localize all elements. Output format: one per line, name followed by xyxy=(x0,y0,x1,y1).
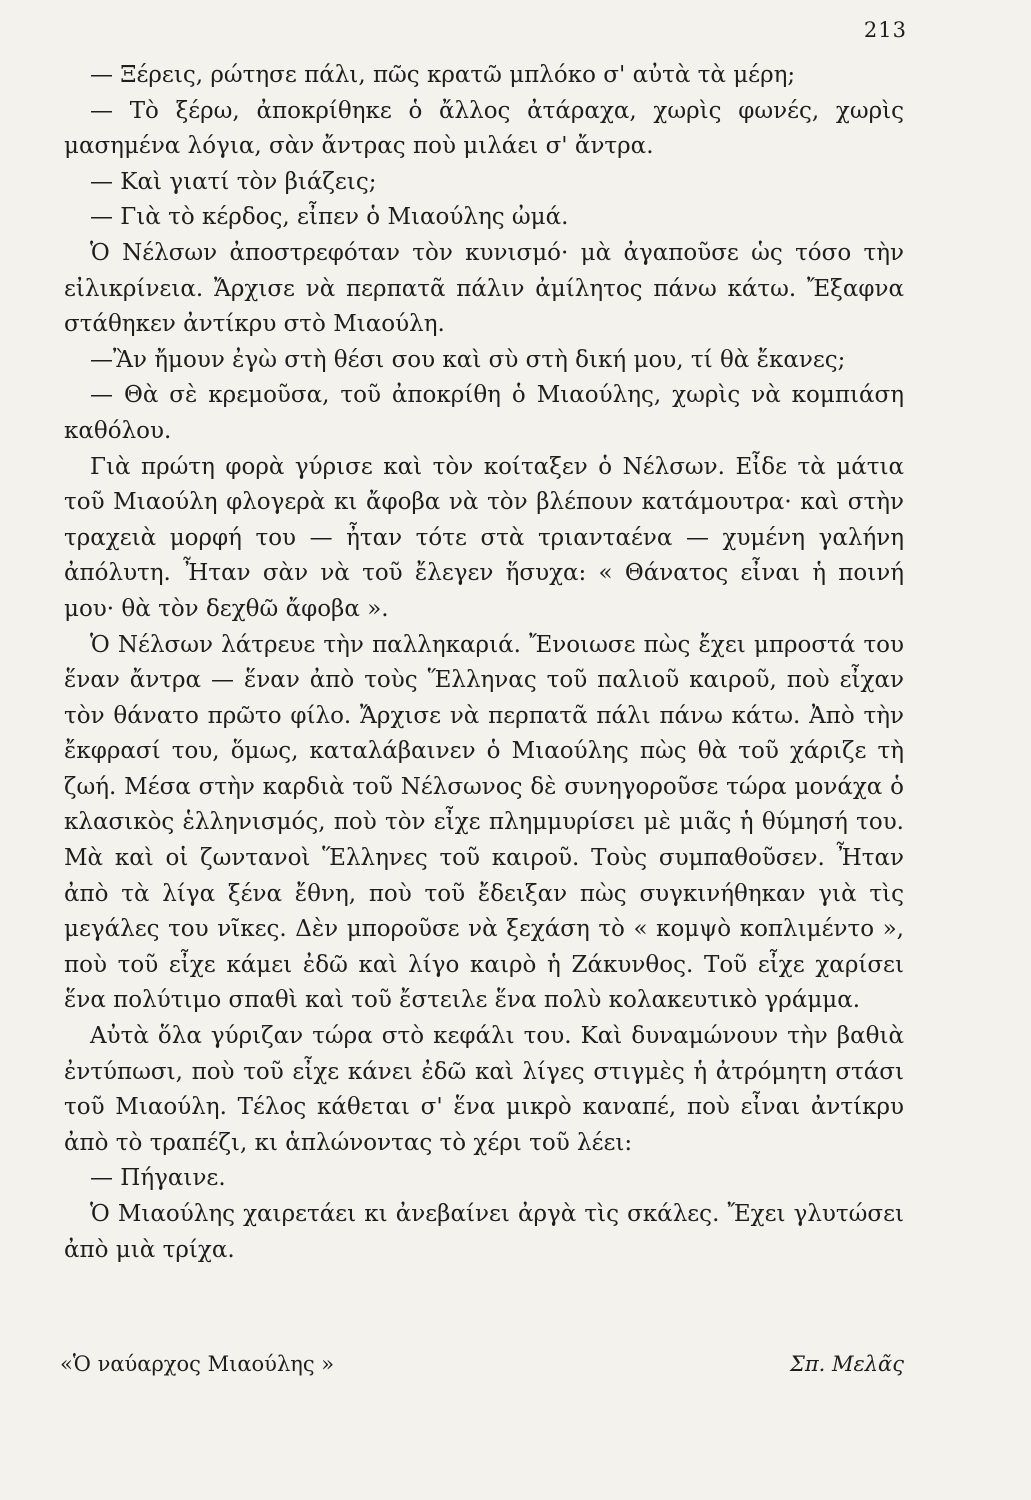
body-text xyxy=(64,58,904,1268)
author-name: Σπ. Μελᾶς xyxy=(789,1352,904,1376)
paragraph-8: Γιὰ πρώτη φορὰ γύρισε καὶ τὸν κοίταξεν ὁ Νέλσων. Εἶδε τὰ μάτια τοῦ Μιαούλη φλογερὰ κι ἄφοβα νὰ τὸν βλέπουν κατάμουτρα· καὶ στὴν τραχειὰ μορφή του — ἦταν τότε στὰ τριανταένα — χυμένη γαλήνη ἀπόλυτη. Ἦταν σὰν νὰ τοῦ ἔλεγεν ἥσυχα: « Θάνατος εἶναι ἡ ποινή μου· θὰ τὸν δεχθῶ ἄφοβα ». xyxy=(64,453,904,622)
source-title: «Ὁ ναύαρχος Μιαούλης » xyxy=(60,1352,335,1376)
paragraph-2: — Τὸ ξέρω, ἀποκρίθηκε ὁ ἄλλος ἀτάραχα, χωρὶς φωνές, χωρὶς μασημένα λόγια, σὰν ἄντρας ποὺ μιλάει σ' ἄντρα. xyxy=(64,97,904,160)
paragraph-10: Αὐτὰ ὅλα γύριζαν τώρα στὸ κεφάλι του. Καὶ δυναμώνουν τὴν βαθιὰ ἐντύπωσι, ποὺ τοῦ εἶχε κάνει ἐδῶ καὶ λίγες στιγμὲς ἡ ἀτρόμητη στάσι τοῦ Μιαούλη. Τέλος κάθεται σ' ἕνα μικρὸ καναπέ, ποὺ εἶναι ἀντίκρυ ἀπὸ τὸ τραπέζι, κι ἁπλώνοντας τὸ χέρι τοῦ λέει: xyxy=(64,1023,904,1156)
paragraph-6: —Ἂν ἤμουν ἐγὼ στὴ θέσι σου καὶ σὺ στὴ δική μου, τί θὰ ἔκανες; xyxy=(90,346,846,373)
paragraph-7: — Θὰ σὲ κρεμοῦσα, τοῦ ἀποκρίθη ὁ Μιαούλης, χωρὶς νὰ κομπιάση καθόλου. xyxy=(64,382,904,444)
paragraph-3: — Καὶ γιατί τὸν βιάζεις; xyxy=(90,168,377,195)
paragraph-5: Ὁ Νέλσων ἀποστρεφόταν τὸν κυνισμό· μὰ ἀγαποῦσε ὡς τόσο τὴν εἰλικρίνεια. Ἄρχισε νὰ περπατᾶ πάλιν ἀμίλητος πάνω κάτω. Ἔξαφνα στάθηκεν ἀντίκρυ στὸ Μιαούλη. xyxy=(64,239,904,338)
paragraph-1: — Ξέρεις, ρώτησε πάλι, πῶς κρατῶ μπλόκο σ' αὐτὰ τὰ μέρη; xyxy=(90,62,796,88)
paragraph-12: Ὁ Μιαούλης χαιρετάει κι ἀνεβαίνει ἀργὰ τὶς σκάλες. Ἔχει γλυτώσει ἀπὸ μιὰ τρίχα. xyxy=(64,1201,904,1263)
paragraph-4: — Γιὰ τὸ κέρδος, εἶπεν ὁ Μιαούλης ὠμά. xyxy=(90,204,569,231)
page-number: 213 xyxy=(863,18,907,42)
paragraph-9: Ὁ Νέλσων λάτρευε τὴν παλληκαριά. Ἔνοιωσε πὼς ἔχει μπροστά του ἕναν ἄντρα — ἕναν ἀπὸ τοὺς Ἕλληνας τοῦ παλιοῦ καιροῦ, ποὺ εἶχαν τὸν θάνατο πρῶτο φίλο. Ἄρχισε νὰ περπατᾶ πάλι πάνω κάτω. Ἀπὸ τὴν ἔκφρασί του, ὅμως, καταλάβαινεν ὁ Μιαούλης πὼς θὰ τοῦ χάριζε τὴ ζωή. Μέσα στὴν καρδιὰ τοῦ Νέλσωνος δὲ συνηγοροῦσε τώρα μονάχα ὁ κλασικὸς ἑλληνισμός, ποὺ τὸν εἶχε πλημμυρίσει μὲ μιᾶς ἡ θύμησή του. Μὰ καὶ οἱ ζωντανοὶ Ἕλληνες τοῦ καιροῦ. Τοὺς συμπαθοῦσεν. Ἦταν ἀπὸ τὰ λίγα ξένα ἔθνη, ποὺ τοῦ ἔδειξαν πὼς συγκινήθηκαν γιὰ τὶς μεγάλες του νῖκες. Δὲν μποροῦσε νὰ ξεχάση τὸ « κομψὸ κοπλιμέντο », ποὺ τοῦ εἶχε κάμει ἐδῶ καὶ λίγο καιρὸ ἡ Ζάκυνθος. Τοῦ εἶχε χαρίσει ἕνα πολύτιμο σπαθὶ καὶ τοῦ ἔστειλε ἕνα πολὺ κολακευτικὸ γράμμα. xyxy=(64,631,904,1014)
paragraph-11: — Πήγαινε. xyxy=(90,1165,226,1192)
footer-citation xyxy=(60,1352,904,1376)
